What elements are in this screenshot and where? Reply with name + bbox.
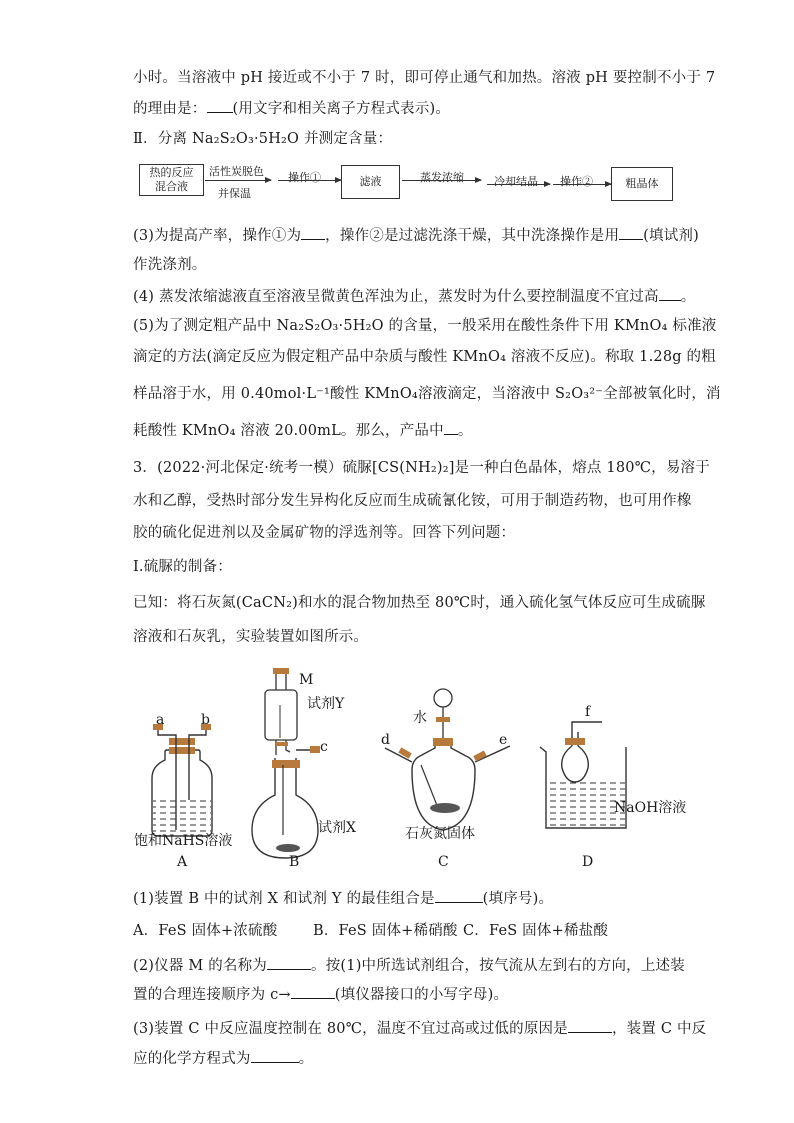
question-2-cont: [133, 984, 508, 1005]
text-seg: 。: [680, 289, 696, 305]
text-seg: 应的化学方程式为: [133, 1051, 251, 1067]
reagent-y-label: 试剂Y: [307, 696, 345, 712]
text-line-q3c: 胶的硫化促进剂以及金属矿物的浮选剂等。回答下列问题：: [133, 525, 516, 541]
flow-label-keepwarm: 并保温: [218, 187, 251, 200]
flow-label-crystallize: 冷却结晶: [494, 175, 538, 188]
apparatus-d-name: D: [582, 854, 594, 870]
answer-blank: [251, 1048, 299, 1063]
text-seg: ，装置 C 中反: [611, 1021, 707, 1037]
flow-label-op2: 操作②: [560, 175, 593, 188]
flow-box-reaction-mixture: 热的反应混合液: [139, 164, 204, 196]
flow-label-evaporate: 蒸发浓缩: [420, 171, 464, 184]
apparatus-a: [152, 724, 212, 836]
option-b: B．FeS 固体+稀硝酸: [313, 923, 458, 939]
text-line-known-2: 溶液和石灰乳，实验装置如图所示。: [133, 629, 369, 645]
text-line-q3-cont: 作洗涤剂。: [133, 257, 207, 273]
question-2: [133, 955, 685, 976]
text-line-q5-1: (5)为了测定粗产品中 Na₂S₂O₃·5H₂O 的含量，一般采用在酸性条件下用 KMnO₄ 标准液: [133, 318, 717, 334]
text-seg: 。按(1)中所选试剂组合，按气流从左到右的方向，上述装: [311, 958, 685, 974]
section-heading-1: I.硫脲的制备：: [133, 559, 232, 575]
section-heading-2: Ⅱ．分离 Na₂S₂O₃·5H₂O 并测定含量：: [133, 131, 393, 147]
flow-label-op1: 操作①: [288, 171, 321, 184]
answer-blank: [568, 1018, 612, 1033]
text-seg: (用文字和相关离子方程式表示)。: [232, 101, 451, 117]
text-seg: (填仪器接口的小写字母)。: [334, 987, 509, 1003]
apparatus-c: [385, 689, 510, 830]
port-a-label: a: [156, 712, 165, 728]
text-seg: 。: [298, 1051, 314, 1067]
text-line-1: 小时。当溶液中 pH 接近或不小于 7 时，即可停止通气和加热。溶液 pH 要控制不小于 7: [133, 70, 716, 86]
text-seg: (1)装置 B 中的试剂 X 和试剂 Y 的最佳组合是: [133, 891, 435, 907]
flow-box-filtrate: 滤液: [341, 165, 400, 199]
text-seg: (2)仪器 M 的名称为: [133, 958, 268, 974]
port-c-label: c: [320, 739, 328, 755]
instrument-m-label: M: [299, 672, 314, 688]
text-line-q3b: 水和乙醇，受热时部分发生异构化反应而生成硫氰化铵，可用于制造药物，也可用作橡: [133, 493, 692, 509]
text-line-q5-2: 滴定的方法(滴定反应为假定粗产品中杂质与酸性 KMnO₄ 溶液不反应)。称取 1.28g 的粗: [133, 349, 716, 365]
flow-label-decolor: 活性炭脱色: [209, 165, 264, 178]
naoh-label: NaOH溶液: [614, 800, 687, 816]
flow-box-crude-crystal: 粗晶体: [611, 167, 673, 201]
port-e-label: e: [499, 732, 508, 748]
question-1-options: [133, 921, 608, 941]
text-seg: 的理由是：: [133, 101, 207, 117]
water-label: 水: [413, 710, 427, 726]
port-d-label: d: [381, 732, 390, 748]
text-seg: (3)为提高产率，操作①为: [133, 228, 302, 244]
option-c: C．FeS 固体+稀盐酸: [463, 923, 609, 939]
apparatus-a-name: A: [177, 854, 188, 870]
reagent-x-label: 试剂X: [318, 820, 356, 836]
apparatus-b-name: B: [289, 854, 300, 870]
text-line-known: 已知：将石灰氮(CaCN₂)和水的混合物加热至 80℃时，通入硫化氢气体反应可生成硫脲: [133, 595, 706, 611]
apparatus-c-solid-label: 石灰氮固体: [405, 826, 475, 842]
text-seg: (填试剂): [643, 228, 699, 244]
port-b-label: b: [201, 712, 210, 728]
question-3-header: 3．(2022·河北保定·统考一模）硫脲[CS(NH₂)₂]是一种白色晶体，熔点 180℃，易溶于: [133, 460, 710, 476]
text-seg: (填序号)。: [482, 891, 554, 907]
option-a: A．FeS 固体+浓硫酸: [133, 923, 278, 939]
question-3-cont: [133, 1048, 313, 1069]
text-seg: 。: [457, 423, 473, 439]
text-seg: (3)装置 C 中反应温度控制在 80℃，温度不宜过高或过低的原因是: [133, 1021, 568, 1037]
answer-blank: [291, 984, 335, 999]
port-f-label: f: [585, 704, 591, 720]
text-seg: 耗酸性 KMnO₄ 溶液 20.00mL。那么，产品中: [133, 423, 444, 439]
answer-blank: [267, 955, 311, 970]
apparatus-c-name: C: [438, 854, 449, 870]
apparatus-a-solution-label: 饱和NaHS溶液: [134, 833, 233, 849]
text-seg: 置的合理连接顺序为 c→: [133, 987, 291, 1003]
question-1: [133, 888, 553, 909]
text-line-q5-3: 样品溶于水，用 0.40mol·L⁻¹酸性 KMnO₄溶液滴定，当溶液中 S₂O₃²⁻全部被氧化时，消: [133, 386, 721, 402]
question-3: [133, 1018, 706, 1039]
answer-blank: [435, 888, 483, 903]
text-seg: (4) 蒸发浓缩滤液直至溶液呈微黄色浑浊为止，蒸发时为什么要控制温度不宜过高: [133, 289, 659, 305]
text-seg: ，操作②是过滤洗涤干燥，其中洗涤操作是用: [325, 228, 620, 244]
